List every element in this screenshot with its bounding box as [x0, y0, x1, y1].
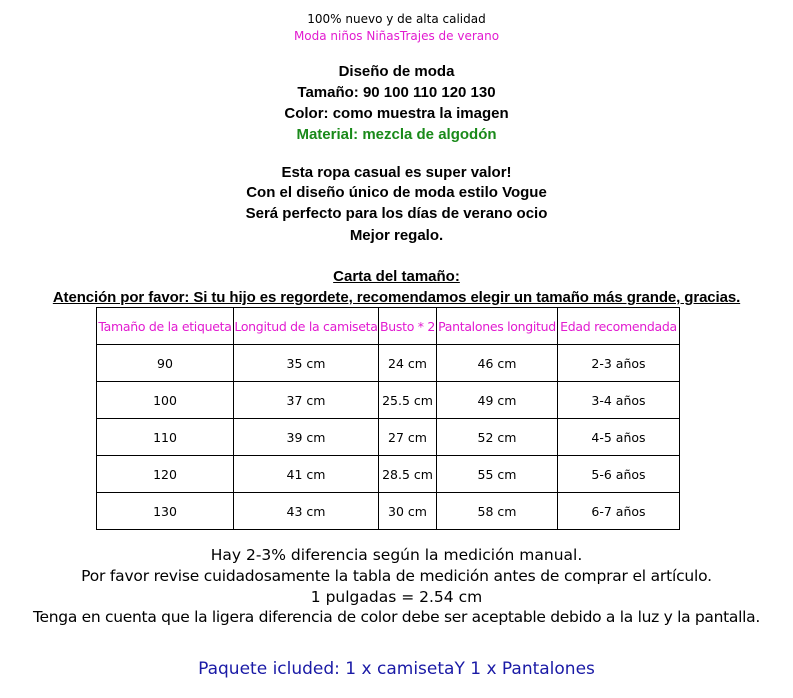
pitch-line-2: Con el diseño único de moda estilo Vogue	[246, 184, 547, 201]
cell-pants-length: 46 cm	[437, 345, 558, 382]
size-line: Tamaño: 90 100 110 120 130	[297, 84, 496, 101]
table-row	[97, 419, 680, 456]
cell-bust: 27 cm	[379, 419, 437, 456]
size-chart-title: Carta del tamaño:	[333, 268, 460, 285]
table-row	[97, 456, 680, 493]
pitch-line-1: Esta ropa casual es super valor!	[281, 164, 512, 181]
material-line: Material: mezcla de algodón	[296, 126, 497, 143]
package-contents: Paquete icluded: 1 x camisetaY 1 x Pantalones	[198, 659, 595, 679]
attention-note: Atención por favor: Si tu hijo es regordete, recomendamos elegir un tamaño más grande, gracias.	[52, 289, 741, 306]
cell-bust: 30 cm	[379, 493, 437, 530]
cell-bust: 24 cm	[379, 345, 437, 382]
header-shirt-length: Longitud de la camiseta	[234, 308, 379, 345]
header-recommended-age: Edad recomendada	[558, 308, 680, 345]
note-measurement: Hay 2-3% diferencia según la medición manual.	[210, 546, 583, 564]
table-header-row	[97, 308, 680, 345]
design-line: Diseño de moda	[338, 63, 455, 80]
cell-shirt-length: 37 cm	[234, 382, 379, 419]
cell-shirt-length: 43 cm	[234, 493, 379, 530]
quality-line: 100% nuevo y de alta calidad	[307, 12, 486, 26]
cell-age: 6-7 años	[558, 493, 680, 530]
header-pants-length: Pantalones longitud	[437, 308, 558, 345]
cell-age: 3-4 años	[558, 382, 680, 419]
cell-tag-size: 100	[97, 382, 234, 419]
cell-bust: 25.5 cm	[379, 382, 437, 419]
cell-tag-size: 110	[97, 419, 234, 456]
table-row	[97, 382, 680, 419]
cell-shirt-length: 39 cm	[234, 419, 379, 456]
cell-age: 5-6 años	[558, 456, 680, 493]
pitch-line-4: Mejor regalo.	[349, 227, 444, 244]
note-color-difference: Tenga en cuenta que la ligera diferencia de color debe ser aceptable debido a la luz y la pantalla.	[33, 608, 760, 626]
table-row	[97, 493, 680, 530]
cell-pants-length: 58 cm	[437, 493, 558, 530]
cell-tag-size: 90	[97, 345, 234, 382]
size-table	[96, 307, 680, 530]
note-check-table: Por favor revise cuidadosamente la tabla de medición antes de comprar el artículo.	[81, 567, 712, 585]
header-bust: Busto * 2	[379, 308, 437, 345]
header-tag-size: Tamaño de la etiqueta	[97, 308, 234, 345]
color-line: Color: como muestra la imagen	[284, 105, 509, 122]
table-row	[97, 345, 680, 382]
note-inch-conversion: 1 pulgadas = 2.54 cm	[310, 588, 483, 606]
cell-shirt-length: 35 cm	[234, 345, 379, 382]
cell-age: 4-5 años	[558, 419, 680, 456]
cell-pants-length: 52 cm	[437, 419, 558, 456]
cell-age: 2-3 años	[558, 345, 680, 382]
cell-shirt-length: 41 cm	[234, 456, 379, 493]
cell-pants-length: 55 cm	[437, 456, 558, 493]
pitch-line-3: Será perfecto para los días de verano ocio	[245, 205, 548, 222]
cell-pants-length: 49 cm	[437, 382, 558, 419]
cell-bust: 28.5 cm	[379, 456, 437, 493]
cell-tag-size: 120	[97, 456, 234, 493]
product-title: Moda niños NiñasTrajes de verano	[293, 29, 500, 43]
cell-tag-size: 130	[97, 493, 234, 530]
